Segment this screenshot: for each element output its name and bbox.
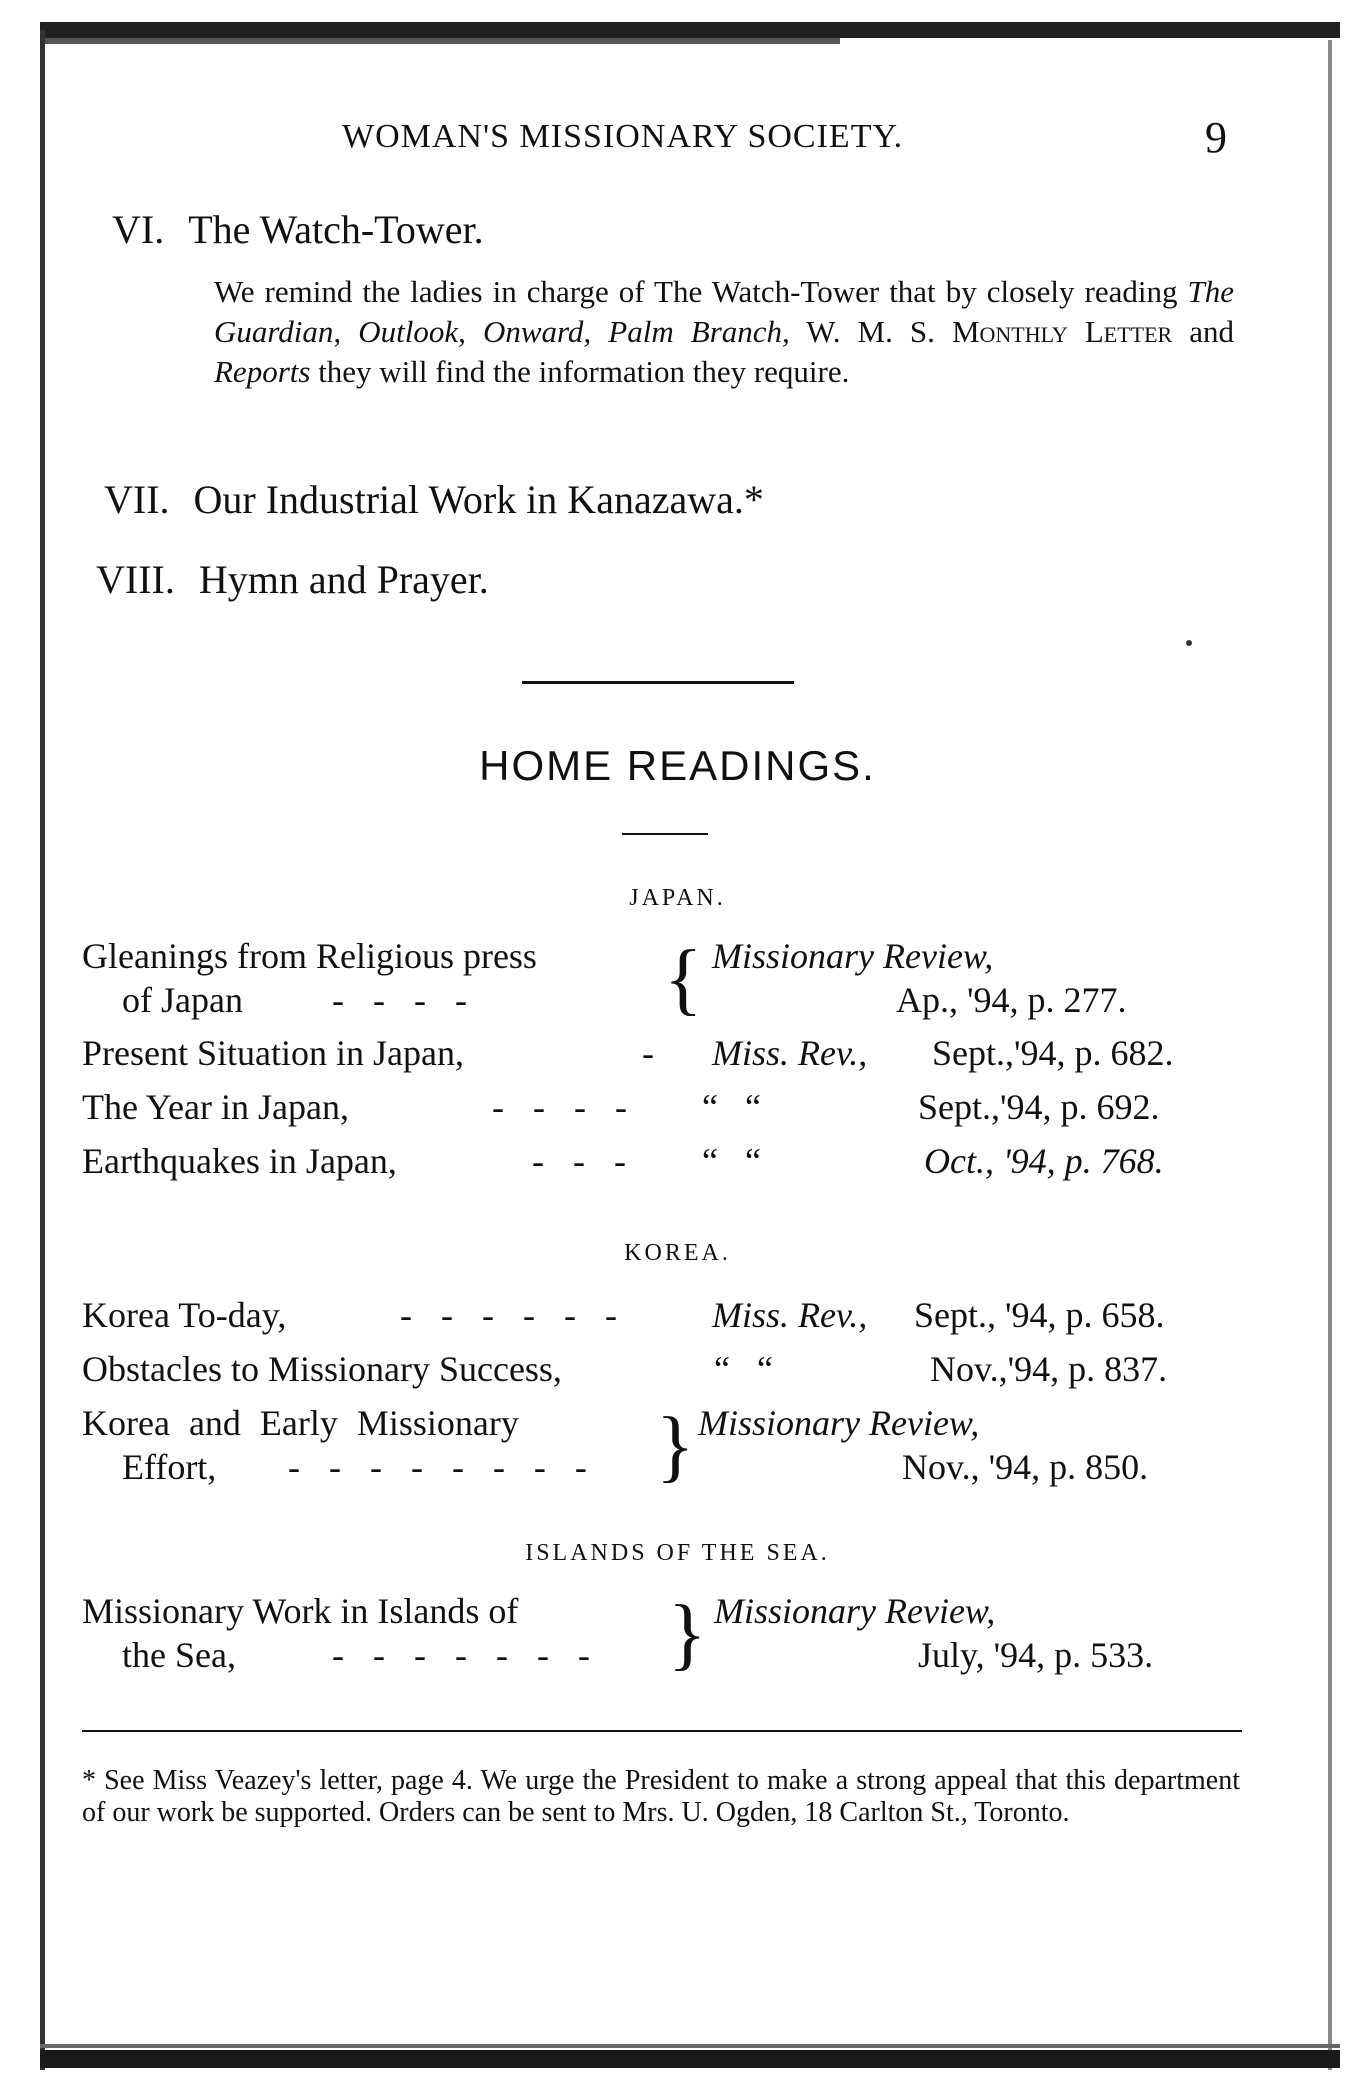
reading-reference: Oct., '94, p. 768. bbox=[924, 1141, 1164, 1181]
reading-reference: Sept., '94, p. 658. bbox=[914, 1295, 1165, 1335]
reading-entry bbox=[82, 1140, 1242, 1184]
reading-title: Korea and Early Missionary bbox=[82, 1403, 519, 1443]
brace: } bbox=[668, 1590, 707, 1678]
reading-source: Missionary Review, bbox=[714, 1591, 996, 1631]
reading-entry bbox=[82, 1402, 1242, 1490]
reading-title: Earthquakes in Japan, bbox=[82, 1141, 397, 1181]
reading-entry bbox=[82, 1086, 1242, 1130]
reading-entry bbox=[82, 1590, 1242, 1678]
reading-title: The Year in Japan, bbox=[82, 1087, 349, 1127]
leader-dots: - - - - - - - - bbox=[288, 1447, 597, 1487]
reading-reference: July, '94, p. 533. bbox=[918, 1635, 1154, 1675]
title-onward: Onward, bbox=[482, 314, 592, 349]
page-number: 9 bbox=[1205, 113, 1227, 162]
reading-title-continued: of Japan bbox=[122, 980, 243, 1020]
item-title: The Watch-Tower. bbox=[188, 207, 484, 252]
item-heading-vii bbox=[104, 476, 764, 523]
reading-title: Missionary Work in Islands of bbox=[82, 1591, 519, 1631]
reading-entry bbox=[82, 1032, 1242, 1076]
footnote: * See Miss Veazey's letter, page 4. We urge the President to make a strong appeal that this department of our work be supported. Orders can be sent to Mrs. U. Ogden, 18 Carlton St., Toronto. bbox=[82, 1765, 1240, 1828]
reading-source: Missionary Review, bbox=[712, 936, 994, 976]
title-reports: Reports bbox=[214, 354, 311, 389]
reading-reference: Ap., '94, p. 277. bbox=[896, 980, 1127, 1020]
section-japan: JAPAN. bbox=[629, 885, 726, 911]
reading-entry bbox=[82, 1294, 1242, 1338]
reading-reference: Sept.,'94, p. 692. bbox=[918, 1087, 1160, 1127]
item-title: Hymn and Prayer. bbox=[198, 557, 489, 602]
paragraph-text: W. M. S. bbox=[789, 314, 952, 349]
home-readings-title: HOME READINGS. bbox=[479, 742, 876, 789]
ditto-marks: “ “ bbox=[714, 1349, 773, 1389]
scan-edge-bottom bbox=[40, 2050, 1340, 2068]
title-palm-branch: Palm Branch, bbox=[608, 314, 790, 349]
reading-title: Obstacles to Missionary Success, bbox=[82, 1349, 562, 1389]
leader-dots: - - - - - - - bbox=[332, 1635, 600, 1675]
item-title: Our Industrial Work in Kanazawa.* bbox=[193, 477, 764, 522]
leader-dots: - bbox=[642, 1033, 664, 1073]
scan-edge-right bbox=[1328, 40, 1332, 2070]
paragraph-text: they will find the information they require. bbox=[310, 354, 850, 389]
watch-tower-paragraph bbox=[214, 272, 1234, 392]
scan-speck bbox=[1186, 640, 1192, 646]
brace: } bbox=[656, 1402, 695, 1490]
reading-entry bbox=[82, 935, 1242, 1023]
title-underline bbox=[622, 833, 708, 835]
item-number: VII. bbox=[104, 477, 170, 522]
paragraph-text: We remind the ladies in charge of The Watch-Tower that by closely reading bbox=[214, 274, 1188, 309]
reading-reference: Sept.,'94, p. 682. bbox=[932, 1033, 1174, 1073]
item-number: VIII. bbox=[96, 557, 175, 602]
running-head: WOMAN'S MISSIONARY SOCIETY. bbox=[342, 118, 904, 155]
title-monthly-letter: Monthly Letter bbox=[951, 314, 1173, 349]
scan-edge-left bbox=[40, 30, 45, 2070]
scan-edge-top bbox=[40, 22, 1340, 38]
section-divider bbox=[522, 681, 794, 684]
item-heading-vi bbox=[112, 206, 484, 253]
ditto-marks: “ “ bbox=[702, 1087, 761, 1127]
footnote-rule bbox=[82, 1730, 1242, 1732]
brace: { bbox=[664, 935, 703, 1023]
reading-title: Present Situation in Japan, bbox=[82, 1033, 464, 1073]
reading-title-continued: the Sea, bbox=[122, 1635, 236, 1675]
reading-title-continued: Effort, bbox=[122, 1447, 217, 1487]
ditto-marks: “ “ bbox=[702, 1141, 761, 1181]
reading-source: Miss. Rev., bbox=[712, 1295, 868, 1335]
reading-source: Missionary Review, bbox=[698, 1403, 980, 1443]
leader-dots: - - - bbox=[532, 1141, 636, 1181]
page-header bbox=[0, 113, 1355, 168]
reading-reference: Nov.,'94, p. 837. bbox=[930, 1349, 1168, 1389]
section-islands-of-the-sea: ISLANDS OF THE SEA. bbox=[525, 1540, 830, 1566]
item-heading-viii bbox=[96, 556, 489, 603]
reading-title: Korea To-day, bbox=[82, 1295, 287, 1335]
reading-reference: Nov., '94, p. 850. bbox=[902, 1447, 1149, 1487]
scan-edge-top-shadow bbox=[40, 38, 840, 44]
paragraph-text: and bbox=[1172, 314, 1235, 349]
reading-entry bbox=[82, 1348, 1242, 1392]
section-korea: KOREA. bbox=[624, 1240, 731, 1266]
leader-dots: - - - - - - bbox=[400, 1295, 627, 1335]
title-guardian: The Guardian, bbox=[214, 274, 1234, 349]
item-number: VI. bbox=[112, 207, 165, 252]
leader-dots: - - - - bbox=[332, 980, 477, 1020]
reading-source: Miss. Rev., bbox=[712, 1033, 868, 1073]
leader-dots: - - - - bbox=[492, 1087, 637, 1127]
title-outlook: Outlook, bbox=[358, 314, 466, 349]
reading-title: Gleanings from Religious press bbox=[82, 936, 537, 976]
scan-edge-bottom-shadow bbox=[40, 2044, 1340, 2048]
